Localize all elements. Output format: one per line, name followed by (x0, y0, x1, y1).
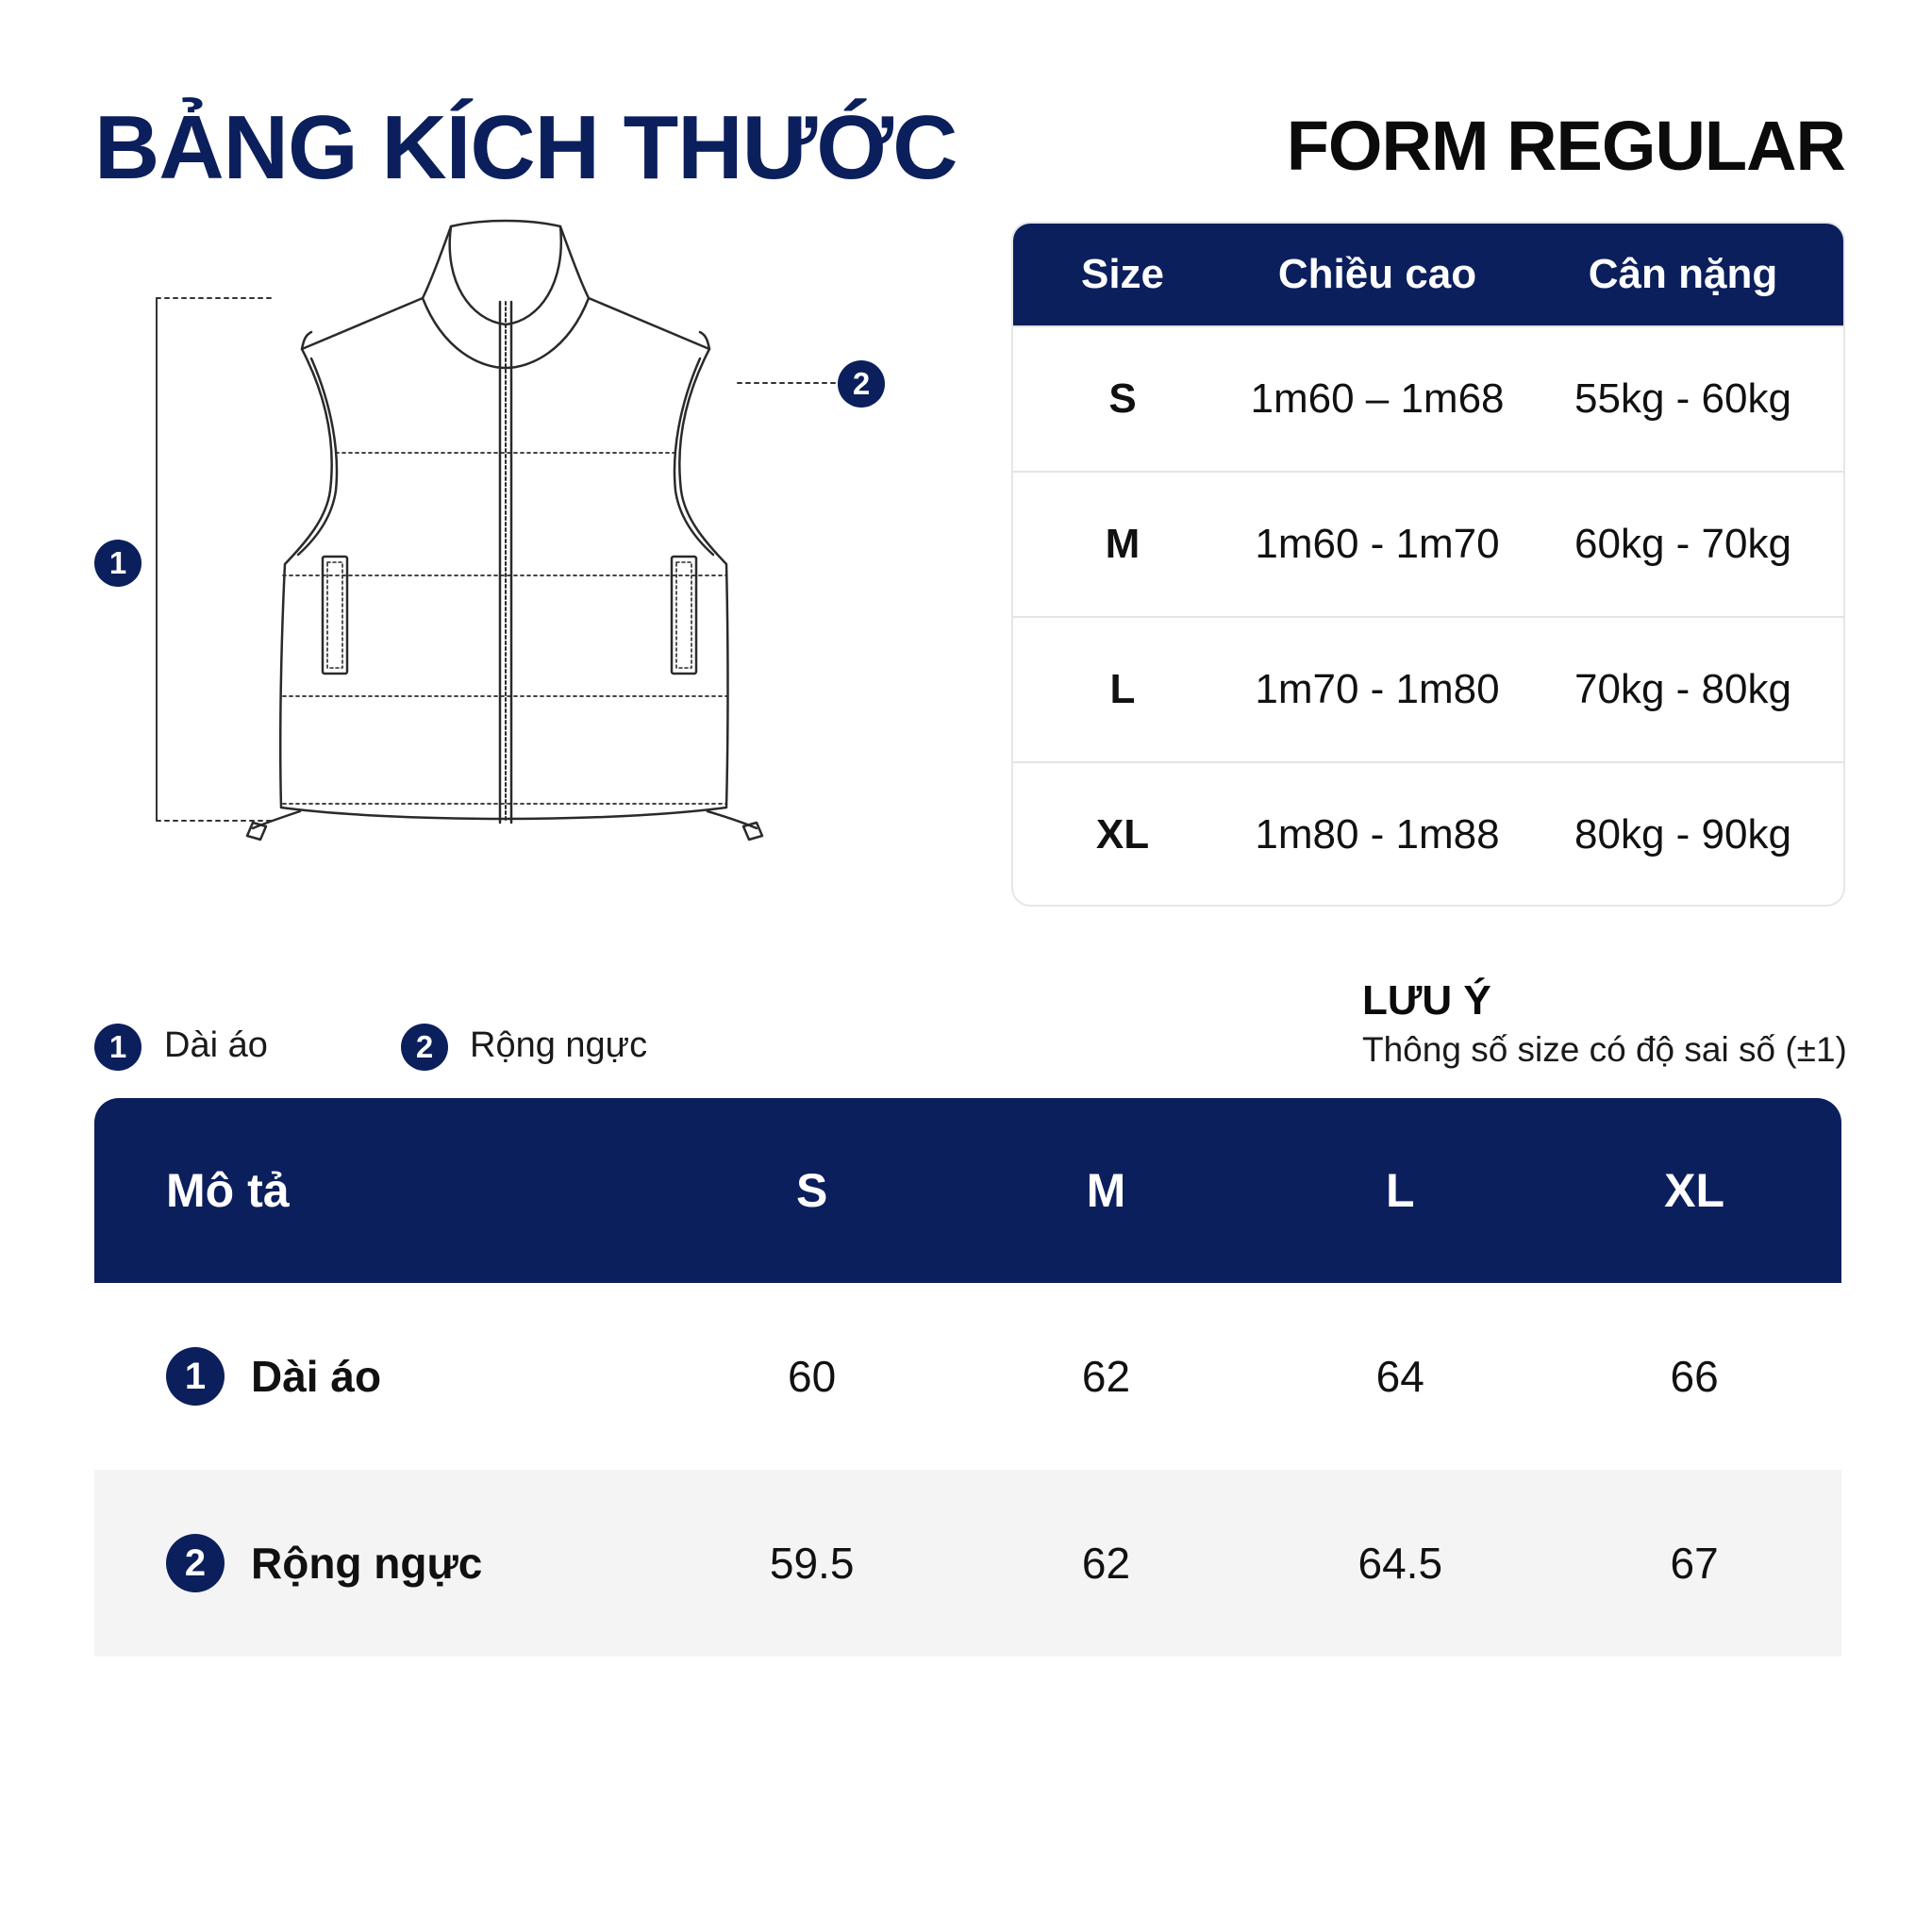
header-weight: Cân nặng (1588, 251, 1778, 297)
header-size: Size (1080, 251, 1165, 297)
value-cell: 64 (1375, 1352, 1424, 1401)
header-size-xl: XL (1664, 1164, 1725, 1217)
weight-cell: 55kg - 60kg (1574, 375, 1791, 422)
note-title: LƯU Ý (1362, 977, 1491, 1024)
height-cell: 1m70 - 1m80 (1255, 666, 1500, 712)
table-row (1013, 325, 1843, 471)
size-cell: M (1105, 521, 1141, 567)
row-description (94, 1347, 665, 1406)
value-cell: 64.5 (1357, 1539, 1443, 1588)
weight-cell: 60kg - 70kg (1574, 521, 1791, 567)
header-size-s: S (795, 1164, 828, 1217)
table-row (1013, 761, 1843, 907)
value-cell: 62 (1081, 1539, 1131, 1588)
size-cell: L (1109, 666, 1136, 712)
row-description (94, 1534, 665, 1592)
page-title: BẢNG KÍCH THƯỚC (94, 97, 958, 198)
size-cell: XL (1095, 811, 1150, 858)
size-table-header (1013, 224, 1843, 325)
table-row (1013, 471, 1843, 616)
header-height: Chiều cao (1277, 251, 1477, 297)
vest-outline (280, 221, 727, 819)
legend-1-badge: 1 (94, 1024, 142, 1071)
height-cell: 1m60 - 1m70 (1255, 521, 1500, 567)
marker-2-badge: 2 (838, 360, 885, 408)
value-cell: 60 (788, 1352, 837, 1401)
value-cell: 67 (1670, 1539, 1719, 1588)
value-cell: 59.5 (769, 1539, 855, 1588)
value-cell: 62 (1081, 1352, 1131, 1401)
table-row (94, 1283, 1841, 1470)
height-cell: 1m60 – 1m68 (1250, 375, 1505, 422)
form-label: FORM REGULAR (1286, 107, 1845, 185)
row-label: Rộng ngực (251, 1539, 483, 1588)
legend-2-label: Rộng ngực (470, 1025, 648, 1065)
measurement-table-header (94, 1098, 1841, 1283)
size-table (1011, 222, 1845, 907)
header-size-l: L (1385, 1164, 1415, 1217)
value-cell: 66 (1670, 1352, 1719, 1401)
right-pocket (672, 557, 696, 674)
legend-2-badge: 2 (401, 1024, 448, 1071)
row-number-badge: 1 (166, 1347, 225, 1406)
marker-1-badge: 1 (94, 540, 142, 587)
row-number-badge: 2 (166, 1534, 225, 1592)
legend-1-label: Dài áo (164, 1025, 268, 1065)
weight-cell: 80kg - 90kg (1574, 811, 1791, 858)
note-text: Thông số size có độ sai số (±1) (1362, 1030, 1847, 1069)
measurement-table (94, 1098, 1841, 1657)
table-row (94, 1470, 1841, 1657)
header-size-m: M (1086, 1164, 1126, 1217)
header-description: Mô tả (166, 1164, 290, 1217)
row-label: Dài áo (251, 1352, 382, 1401)
size-cell: S (1108, 375, 1137, 422)
height-cell: 1m80 - 1m88 (1255, 811, 1500, 858)
weight-cell: 70kg - 80kg (1574, 666, 1791, 712)
vest-diagram (0, 0, 849, 868)
left-pocket (323, 557, 347, 674)
table-row (1013, 616, 1843, 761)
